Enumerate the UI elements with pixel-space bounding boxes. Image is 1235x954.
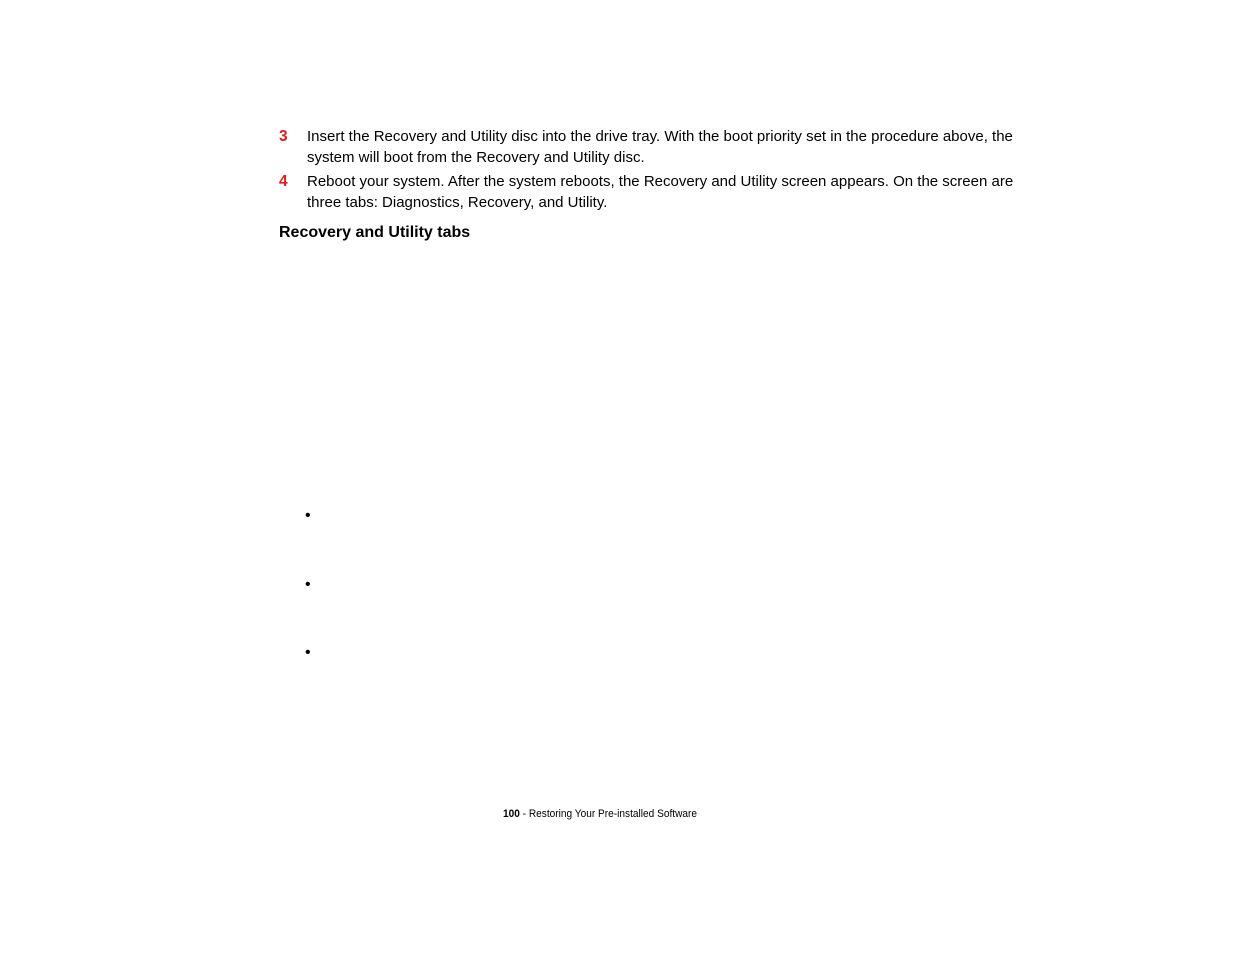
- step-text: Insert the Recovery and Utility disc into the drive tray. With the boot priority set in the procedure above, the system will boot from the Recovery and Utility disc.: [307, 128, 1013, 166]
- step-text: Reboot your system. After the system reboots, the Recovery and Utility screen appears. On the screen are three tabs: Diagnostics, Recovery, and Utility.: [307, 173, 1014, 211]
- numbered-steps: [279, 127, 1049, 217]
- footer-title: - Restoring Your Pre-installed Software: [519, 808, 698, 820]
- bullet-point: •: [305, 507, 311, 524]
- step-4: [279, 172, 1049, 213]
- step-number: 3: [279, 128, 288, 145]
- section-heading: Recovery and Utility tabs: [279, 224, 471, 241]
- page-number: 100: [502, 808, 520, 820]
- bullet-point: •: [305, 644, 311, 661]
- bullet-point: •: [305, 576, 311, 593]
- page-footer: [48, 807, 1152, 821]
- step-3: [279, 127, 1049, 168]
- step-number: 4: [279, 173, 288, 190]
